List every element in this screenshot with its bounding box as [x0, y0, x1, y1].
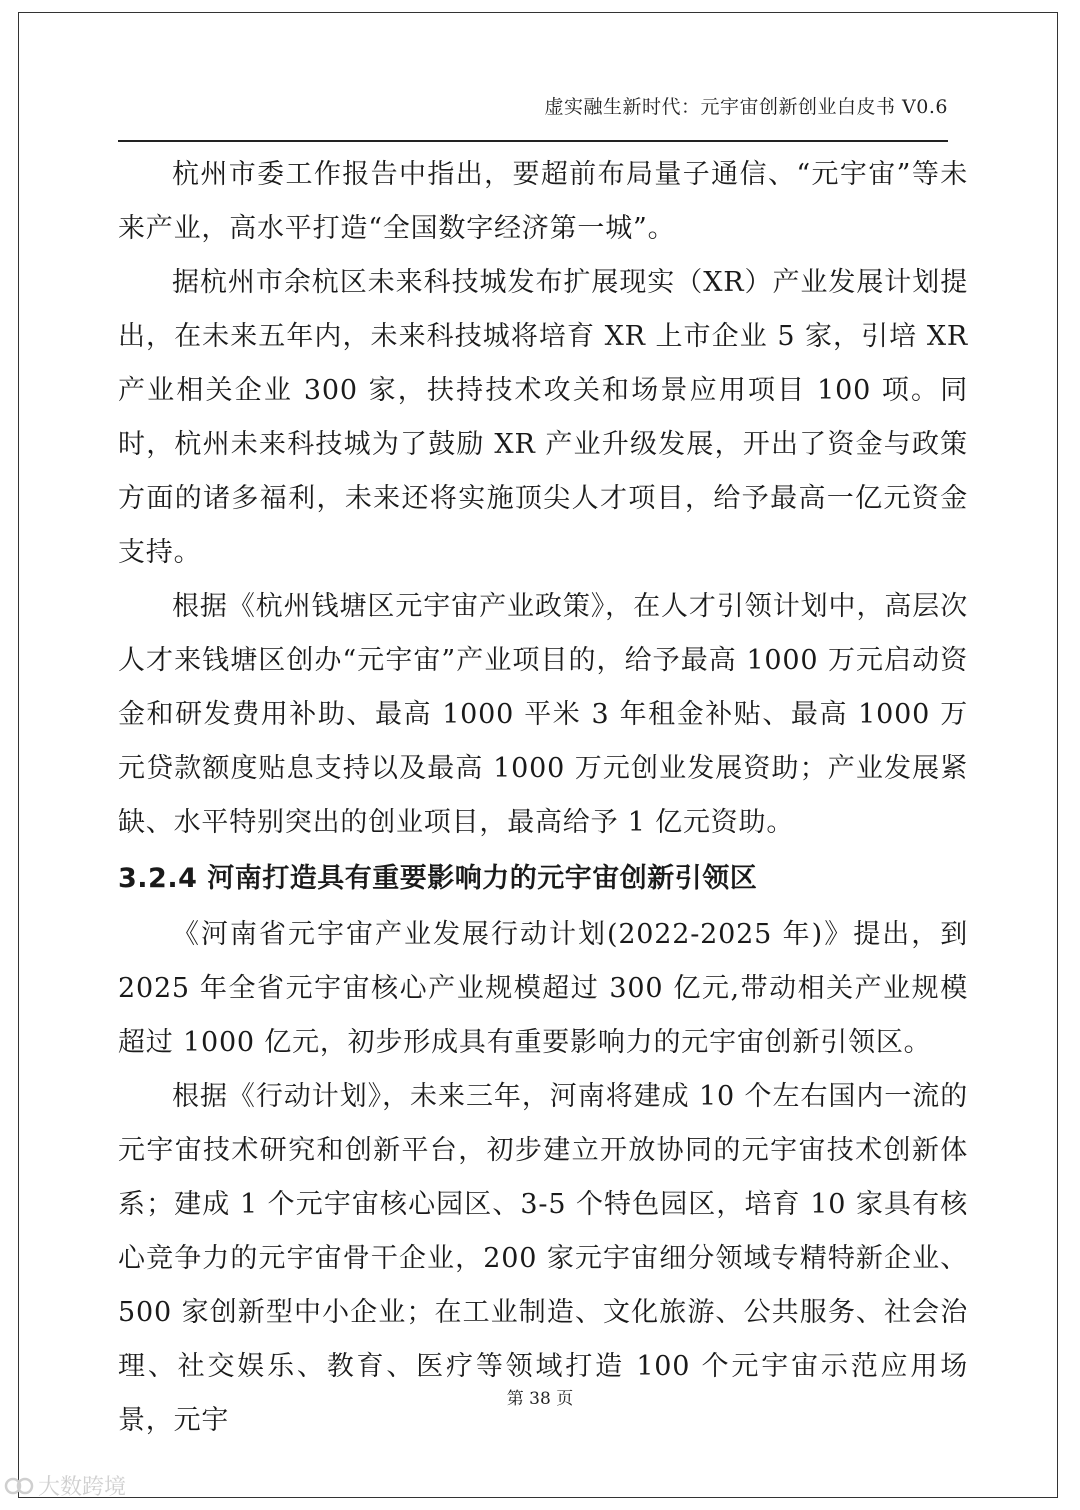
- document-body: [118, 148, 968, 1448]
- page-header-title: 虚实融生新时代：元宇宙创新创业白皮书 V0.6: [544, 96, 948, 118]
- paragraph-qiantang-policy: 根据《杭州钱塘区元宇宙产业政策》，在人才引领计划中，高层次人才来钱塘区创办“元宇宙”产业项目的，给予最高 1000 万元启动资金和研发费用补助、最高 1000 平米 3 年租金补贴、最高 1000 万元贷款额度贴息支持以及最高 1000 万元创业发展资助；产业发展紧缺、水平特别突出的创业项目，最高给予 1 亿元资助。: [118, 591, 968, 838]
- section-heading-henan: 3.2.4 河南打造具有重要影响力的元宇宙创新引领区: [118, 863, 758, 894]
- watermark: [4, 1470, 126, 1501]
- watermark-logo-icon: [4, 1475, 34, 1497]
- paragraph-henan-plan: 《河南省元宇宙产业发展行动计划(2022-2025 年)》提出，到 2025 年全省元宇宙核心产业规模超过 300 亿元,带动相关产业规模超过 1000 亿元，初步形成具有重要影响力的元宇宙创新引领区。: [118, 919, 968, 1058]
- header-divider: [118, 140, 948, 142]
- paragraph-henan-action: 根据《行动计划》，未来三年，河南将建成 10 个左右国内一流的元宇宙技术研究和创新平台，初步建立开放协同的元宇宙技术创新体系；建成 1 个元宇宙核心园区、3-5 个特色园区，培育 10 家具有核心竞争力的元宇宙骨干企业，200 家元宇宙细分领域专精特新企业、500 家创新型中小企业；在工业制造、文化旅游、公共服务、社会治理、社交娱乐、教育、医疗等领域打造 100 个元宇宙示范应用场景，元宇: [118, 1081, 968, 1436]
- page-number: 第 38 页: [506, 1389, 574, 1409]
- paragraph-yuhang-xr: 据杭州市余杭区未来科技城发布扩展现实（XR）产业发展计划提出，在未来五年内，未来科技城将培育 XR 上市企业 5 家，引培 XR 产业相关企业 300 家，扶持技术攻关和场景应用项目 100 项。同时，杭州未来科技城为了鼓励 XR 产业升级发展，开出了资金与政策方面的诸多福利，未来还将实施顶尖人才项目，给予最高一亿元资金支持。: [118, 267, 968, 568]
- watermark-text: 大数跨境: [38, 1475, 127, 1500]
- paragraph-hangzhou-report: 杭州市委工作报告中指出，要超前布局量子通信、“元宇宙”等未来产业，高水平打造“全国数字经济第一城”。: [118, 159, 968, 244]
